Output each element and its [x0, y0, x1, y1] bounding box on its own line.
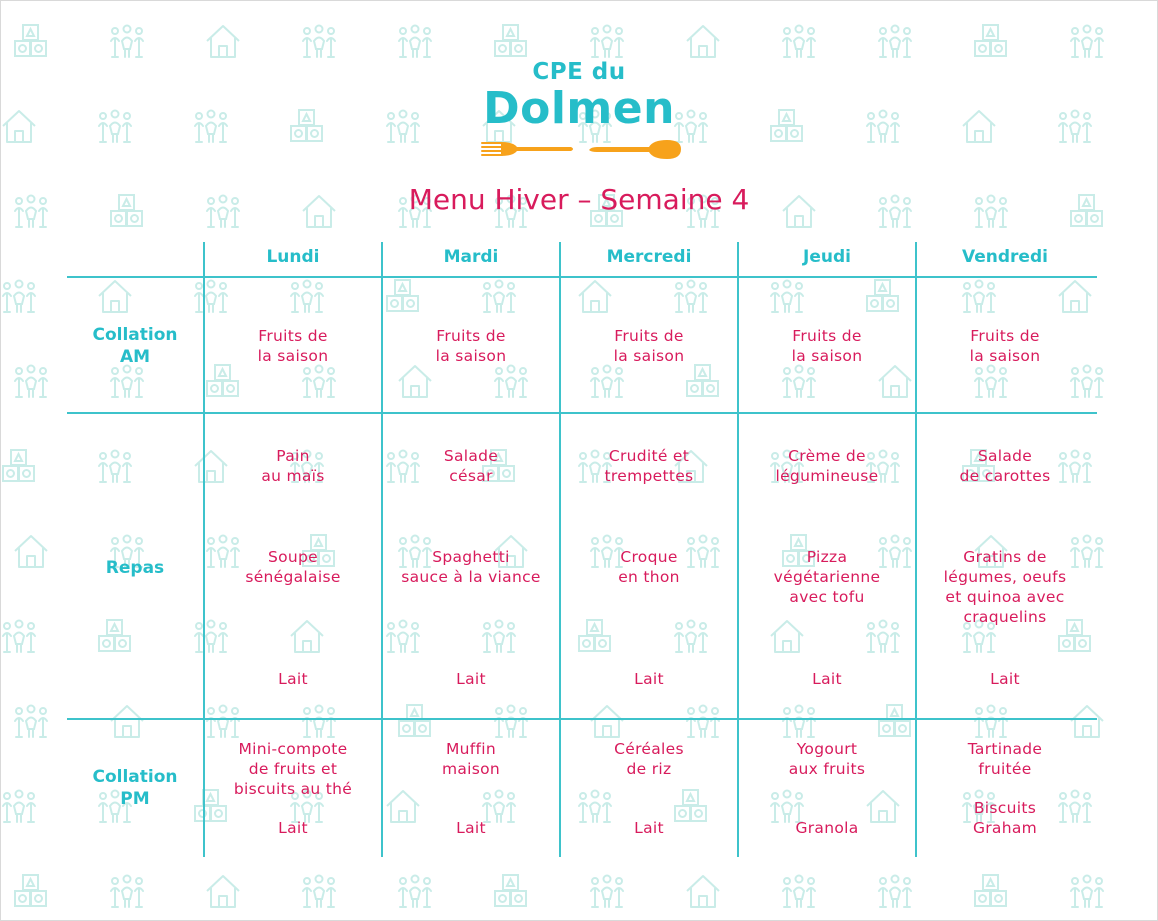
- menu-item: Fruits de la saison: [791, 327, 863, 365]
- grid-line: [67, 718, 1097, 720]
- family-icon: [399, 876, 431, 908]
- day-header-friday: Vendredi: [962, 247, 1048, 267]
- day-header-wednesday: Mercredi: [606, 247, 692, 267]
- family-icon: [879, 876, 911, 908]
- menu-item: Lait: [456, 670, 486, 688]
- menu-item: Lait: [456, 819, 486, 837]
- menu-item: Yogourt aux fruits: [788, 740, 866, 778]
- menu-title: Menu Hiver – Semaine 4: [408, 183, 750, 216]
- toy-blocks-icon: [15, 25, 46, 56]
- family-icon: [3, 281, 35, 313]
- menu-item: Lait: [634, 670, 664, 688]
- family-icon: [783, 26, 815, 58]
- menu-item: Soupe sénégalaise: [245, 548, 341, 586]
- menu-item: Crème de légumineuse: [775, 447, 879, 485]
- menu-item: Salade de carottes: [959, 447, 1051, 485]
- family-icon: [1071, 876, 1103, 908]
- family-icon: [111, 26, 143, 58]
- family-icon: [879, 26, 911, 58]
- menu-item: Tartinade fruitée: [967, 740, 1043, 778]
- toy-blocks-icon: [15, 875, 46, 906]
- logo-title-line1: CPE du: [532, 59, 626, 85]
- grid-line: [67, 412, 1097, 414]
- family-icon: [303, 26, 335, 58]
- family-icon: [3, 791, 35, 823]
- menu-item: Lait: [278, 819, 308, 837]
- menu-item: Fruits de la saison: [257, 327, 329, 365]
- menu-item: Muffin maison: [441, 740, 501, 778]
- menu-item: Lait: [990, 670, 1020, 688]
- house-icon: [207, 26, 239, 57]
- menu-item: Fruits de la saison: [969, 327, 1041, 365]
- menu-item: Lait: [634, 819, 664, 837]
- day-header-thursday: Jeudi: [803, 247, 851, 267]
- logo-title-line2: Dolmen: [483, 83, 675, 134]
- menu-item: Mini-compote de fruits et biscuits au thé: [233, 740, 353, 798]
- house-icon: [15, 536, 47, 567]
- family-icon: [3, 621, 35, 653]
- menu-table: [67, 242, 1097, 857]
- menu-item: Granola: [795, 819, 859, 837]
- toy-blocks-icon: [3, 450, 34, 481]
- menu-item: Pizza végétarienne avec tofu: [773, 548, 881, 606]
- family-icon: [303, 876, 335, 908]
- spoon-icon: [589, 140, 681, 159]
- menu-item: Fruits de la saison: [613, 327, 685, 365]
- menu-item: Lait: [812, 670, 842, 688]
- grid-line: [67, 276, 1097, 278]
- toy-blocks-icon: [495, 25, 526, 56]
- menu-item: Biscuits Graham: [972, 799, 1038, 837]
- house-icon: [687, 876, 719, 907]
- family-icon: [399, 26, 431, 58]
- family-icon: [1071, 26, 1103, 58]
- menu-item: Spaghetti sauce à la viance: [401, 548, 541, 586]
- day-header-monday: Lundi: [266, 247, 320, 267]
- toy-blocks-icon: [495, 875, 526, 906]
- row-label-collation-am: Collation AM: [92, 325, 178, 367]
- family-icon: [783, 876, 815, 908]
- family-icon: [15, 366, 47, 398]
- house-icon: [687, 26, 719, 57]
- menu-item: Pain au maïs: [261, 447, 325, 485]
- toy-blocks-icon: [975, 25, 1006, 56]
- logo-utensils: [479, 137, 684, 165]
- fork-icon: [481, 142, 573, 156]
- menu-item: Crudité et trempettes: [604, 447, 694, 485]
- menu-item: Lait: [278, 670, 308, 688]
- toy-blocks-icon: [975, 875, 1006, 906]
- menu-item: Croque en thon: [618, 548, 680, 586]
- menu-item: Salade césar: [443, 447, 499, 485]
- family-icon: [15, 706, 47, 738]
- menu-item: Fruits de la saison: [435, 327, 507, 365]
- family-icon: [591, 26, 623, 58]
- row-label-repas: Repas: [105, 558, 165, 578]
- family-icon: [591, 876, 623, 908]
- day-header-tuesday: Mardi: [443, 247, 499, 267]
- menu-item: Céréales de riz: [614, 740, 684, 778]
- family-icon: [111, 876, 143, 908]
- menu-item: Gratins de légumes, oeufs et quinoa avec craquelins: [943, 548, 1067, 626]
- row-label-collation-pm: Collation PM: [92, 767, 178, 809]
- house-icon: [207, 876, 239, 907]
